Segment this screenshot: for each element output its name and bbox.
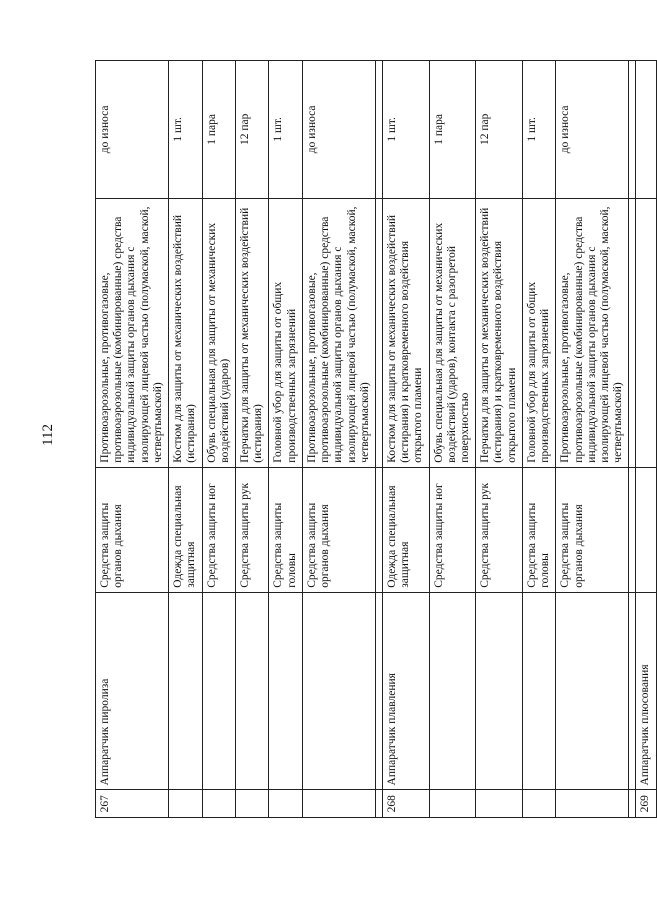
ppe-item-cell: Костюм для защиты от механических воздействий (истирания) и кратковременного воздействия открытого пламени — [382, 198, 429, 467]
divider-cell — [629, 198, 636, 467]
table-row — [382, 61, 429, 818]
table-row — [169, 61, 202, 818]
table-row — [269, 61, 302, 818]
page-number: 112 — [40, 424, 56, 446]
ppe-type-cell: Средства защиты органов дыхания — [96, 467, 169, 592]
profession-cell: Аппаратчик плюсования — [636, 592, 656, 790]
quantity-cell: до износа — [302, 61, 375, 199]
row-number — [556, 790, 629, 818]
divider-cell — [375, 592, 382, 790]
ppe-type-cell: Одежда специальная защитная — [382, 467, 429, 592]
profession-cell — [235, 592, 268, 790]
table-row — [96, 61, 169, 818]
row-number — [476, 790, 523, 818]
row-number: 267 — [96, 790, 169, 818]
ppe-type-cell: Средства защиты ног — [202, 467, 235, 592]
ppe-item-cell: Противоаэрозольные, противогазовые, противоаэрозольные (комбинированные) средства индивидуальной защиты органов дыхания с изолирующей лицевой частью (полумаской, маской, четвертьмаской) — [96, 198, 169, 467]
row-number — [302, 790, 375, 818]
quantity-cell — [636, 61, 656, 199]
quantity-cell: 1 шт. — [169, 61, 202, 199]
ppe-type-cell: Средства защиты ног — [429, 467, 476, 592]
ppe-item-cell: Головной убор для защиты от общих производственных загрязнений — [269, 198, 302, 467]
ppe-item-cell: Обувь специальная для защиты от механических воздействий (ударов) — [202, 198, 235, 467]
ppe-item-cell: Противоаэрозольные, противогазовые, противоаэрозольные (комбинированные) средства индивидуальной защиты органов дыхания с изолирующей лицевой частью (полумаской, маской, четвертьмаской) — [302, 198, 375, 467]
divider-cell — [375, 61, 382, 199]
section-divider-row — [375, 61, 382, 818]
profession-cell — [476, 592, 523, 790]
row-number — [269, 790, 302, 818]
profession-cell — [202, 592, 235, 790]
quantity-cell: до износа — [96, 61, 169, 199]
divider-cell — [629, 467, 636, 592]
divider-cell — [375, 198, 382, 467]
ppe-type-cell: Средства защиты органов дыхания — [302, 467, 375, 592]
profession-cell — [169, 592, 202, 790]
ppe-type-cell: Средства защиты головы — [522, 467, 555, 592]
table-row — [235, 61, 268, 818]
ppe-item-cell: Перчатки для защиты от механических воздействий (истирания) и кратковременного воздействия открытого пламени — [476, 198, 523, 467]
table-row — [636, 61, 656, 818]
divider-cell — [629, 790, 636, 818]
quantity-cell: 1 шт. — [522, 61, 555, 199]
ppe-type-cell: Одежда специальная защитная — [169, 467, 202, 592]
table-body — [96, 61, 657, 818]
divider-cell — [629, 61, 636, 199]
profession-cell: Аппаратчик пиролиза — [96, 592, 169, 790]
divider-cell — [629, 592, 636, 790]
rotated-table-container — [95, 60, 652, 818]
divider-cell — [375, 790, 382, 818]
table-row — [202, 61, 235, 818]
quantity-cell: до износа — [556, 61, 629, 199]
table-row — [476, 61, 523, 818]
profession-cell — [522, 592, 555, 790]
row-number — [169, 790, 202, 818]
row-number — [202, 790, 235, 818]
table-row — [556, 61, 629, 818]
profession-cell: Аппаратчик плавления — [382, 592, 429, 790]
ppe-item-cell: Костюм для защиты от механических воздействий (истирания) — [169, 198, 202, 467]
quantity-cell: 1 шт. — [269, 61, 302, 199]
quantity-cell: 1 пара — [429, 61, 476, 199]
profession-cell — [429, 592, 476, 790]
ppe-item-cell: Обувь специальная для защиты от механических воздействий (ударов), контакта с разогретой поверхностью — [429, 198, 476, 467]
ppe-type-cell — [636, 467, 656, 592]
quantity-cell: 12 пар — [235, 61, 268, 199]
ppe-item-cell: Головной убор для защиты от общих производственных загрязнений — [522, 198, 555, 467]
table-row — [522, 61, 555, 818]
row-number: 268 — [382, 790, 429, 818]
ppe-item-cell: Противоаэрозольные, противогазовые, противоаэрозольные (комбинированные) средства индивидуальной защиты органов дыхания с изолирующей лицевой частью (полумаской, маской, четвертьмаской) — [556, 198, 629, 467]
ppe-item-cell: Перчатки для защиты от механических воздействий (истирания) — [235, 198, 268, 467]
profession-cell — [556, 592, 629, 790]
quantity-cell: 1 шт. — [382, 61, 429, 199]
row-number — [235, 790, 268, 818]
quantity-cell: 1 пара — [202, 61, 235, 199]
ppe-type-cell: Средства защиты рук — [476, 467, 523, 592]
ppe-type-cell: Средства защиты рук — [235, 467, 268, 592]
row-number — [429, 790, 476, 818]
ppe-norms-table — [95, 60, 657, 818]
table-row — [429, 61, 476, 818]
section-divider-row — [629, 61, 636, 818]
ppe-type-cell: Средства защиты органов дыхания — [556, 467, 629, 592]
profession-cell — [302, 592, 375, 790]
profession-cell — [269, 592, 302, 790]
divider-cell — [375, 467, 382, 592]
quantity-cell: 12 пар — [476, 61, 523, 199]
ppe-type-cell: Средства защиты головы — [269, 467, 302, 592]
row-number: 269 — [636, 790, 656, 818]
ppe-item-cell — [636, 198, 656, 467]
row-number — [522, 790, 555, 818]
table-row — [302, 61, 375, 818]
